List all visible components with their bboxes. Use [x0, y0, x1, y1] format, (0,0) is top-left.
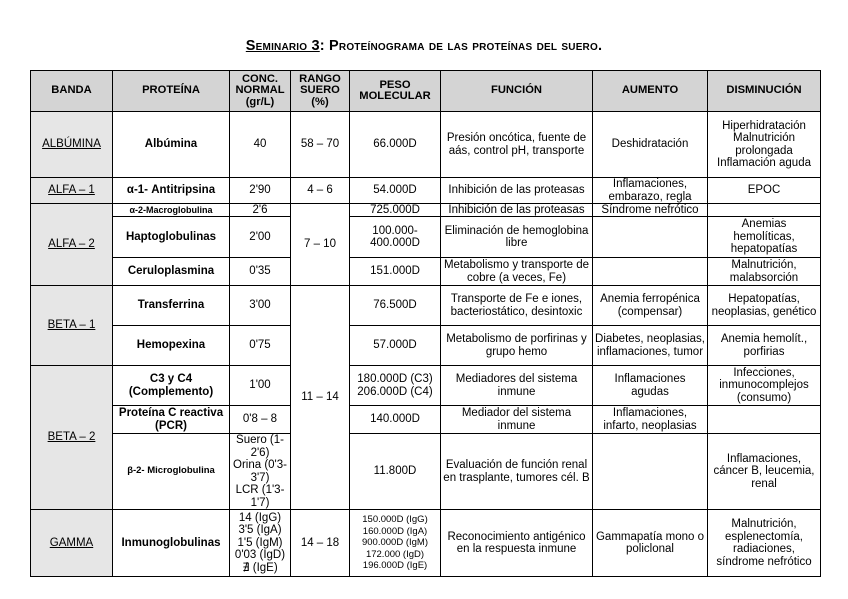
conc-value: 2'90 [230, 178, 291, 204]
protein-name: Haptoglobulinas [113, 217, 230, 258]
aumento-text [593, 434, 708, 510]
protein-name: Ceruloplasmina [113, 258, 230, 286]
rango-value: 4 – 6 [291, 178, 350, 204]
disminucion-text: Hiperhidratación Malnutrición prolongada Inflamación aguda [708, 112, 821, 178]
aumento-text: Inflamaciones, infarto, neoplasias [593, 406, 708, 434]
conc-value: 2'6 [230, 204, 291, 217]
aumento-text: Síndrome nefrótico [593, 204, 708, 217]
conc-igd: 0'03 (IgD) [234, 549, 286, 562]
funcion-text: Evaluación de función renal en trasplante, tumores cél. B [441, 434, 593, 510]
peso-igg: 150.000D (IgG) [362, 514, 428, 526]
conc-value: 3'00 [230, 286, 291, 326]
protein-name: Hemopexina [113, 326, 230, 366]
band-albumina: ALBÚMINA [31, 112, 113, 178]
conc-value: 0'35 [230, 258, 291, 286]
conc-ige: ∄ (IgE) [242, 561, 278, 574]
rango-value: 14 – 18 [291, 510, 350, 577]
conc-value: 2'00 [230, 217, 291, 258]
conc-orina: Orina (0'3-3'7) [233, 459, 287, 484]
table-row [31, 204, 821, 217]
funcion-text: Inhibición de las proteasas [441, 204, 593, 217]
disminucion-text [708, 204, 821, 217]
protein-name: α-1- Antitripsina [113, 178, 230, 204]
protein-name: Transferrina [113, 286, 230, 326]
funcion-text: Inhibición de las proteasas [441, 178, 593, 204]
peso-value [350, 510, 441, 577]
disminucion-text: Malnutrición, malabsorción [708, 258, 821, 286]
header-rango: RANGO SUERO (%) [291, 71, 350, 112]
band-beta1: BETA – 1 [31, 286, 113, 366]
peso-value: 725.000D [350, 204, 441, 217]
conc-value: 1'00 [230, 366, 291, 406]
protein-name: Inmunoglobulinas [113, 510, 230, 577]
header-row [31, 71, 821, 112]
header-proteina: PROTEÍNA [113, 71, 230, 112]
funcion-text: Metabolismo de porfirinas y grupo hemo [441, 326, 593, 366]
table-row [31, 510, 821, 577]
disminucion-text [708, 406, 821, 434]
table-row [31, 366, 821, 406]
header-peso: PESO MOLECULAR [350, 71, 441, 112]
protein-name: β-2- Microglobulina [113, 434, 230, 510]
conc-suero: Suero (1-2'6) [236, 434, 284, 459]
title-seminar: Seminario 3 [245, 38, 320, 54]
disminucion-text: Infecciones, inmunocomplejos (consumo) [708, 366, 821, 406]
aumento-text: Gammapatía mono o policlonal [593, 510, 708, 577]
peso-value: 66.000D [350, 112, 441, 178]
funcion-text: Mediador del sistema inmune [441, 406, 593, 434]
conc-value [230, 434, 291, 510]
table-row [31, 178, 821, 204]
protein-name: Albúmina [113, 112, 230, 178]
conc-igg: 14 (IgG) [238, 511, 282, 524]
title-text: : Proteínograma de las proteínas del suero. [319, 38, 603, 54]
table-row [31, 286, 821, 326]
protein-name: C3 y C4 (Complemento) [113, 366, 230, 406]
peso-value: 54.000D [350, 178, 441, 204]
table-row [31, 112, 821, 178]
peso-value: 151.000D [350, 258, 441, 286]
conc-value [230, 510, 291, 577]
header-conc: CONC. NORMAL (gr/L) [230, 71, 291, 112]
peso-value: 11.800D [350, 434, 441, 510]
rango-value: 11 – 14 [291, 286, 350, 510]
aumento-text: Inflamaciones, embarazo, regla [593, 178, 708, 204]
funcion-text: Presión oncótica, fuente de aás, control pH, transporte [441, 112, 593, 178]
peso-ige: 196.000D (IgE) [362, 560, 428, 572]
conc-value: 40 [230, 112, 291, 178]
disminucion-text: EPOC [708, 178, 821, 204]
peso-igd: 172.000 (IgD) [365, 548, 425, 560]
disminucion-text: Inflamaciones, cáncer B, leucemia, renal [708, 434, 821, 510]
peso-value: 180.000D (C3) 206.000D (C4) [350, 366, 441, 406]
funcion-text: Reconocimiento antigénico en la respuesta inmune [441, 510, 593, 577]
table-row [31, 217, 821, 258]
conc-iga: 3'5 (IgA) [238, 524, 282, 537]
proteinogram-table [30, 70, 821, 577]
conc-value: 0'8 – 8 [230, 406, 291, 434]
funcion-text: Metabolismo y transporte de cobre (a veces, Fe) [441, 258, 593, 286]
band-beta2: BETA – 2 [31, 366, 113, 510]
aumento-text: Inflamaciones agudas [593, 366, 708, 406]
peso-value: 100.000-400.000D [350, 217, 441, 258]
header-disminucion: DISMINUCIÓN [708, 71, 821, 112]
band-gamma: GAMMA [31, 510, 113, 577]
peso-value: 57.000D [350, 326, 441, 366]
aumento-text: Anemia ferropénica (compensar) [593, 286, 708, 326]
funcion-text: Eliminación de hemoglobina libre [441, 217, 593, 258]
table-row [31, 406, 821, 434]
band-alfa1: ALFA – 1 [31, 178, 113, 204]
rango-value: 58 – 70 [291, 112, 350, 178]
table-row [31, 326, 821, 366]
disminucion-text: Malnutrición, esplenectomía, radiaciones, síndrome nefrótico [708, 510, 821, 577]
band-alfa2: ALFA – 2 [31, 204, 113, 286]
conc-value: 0'75 [230, 326, 291, 366]
disminucion-text: Anemia hemolít., porfirias [708, 326, 821, 366]
rango-value: 7 – 10 [291, 204, 350, 286]
aumento-text [593, 217, 708, 258]
page-title [0, 38, 848, 54]
header-banda: BANDA [31, 71, 113, 112]
peso-igm: 900.000D (IgM) [361, 537, 428, 549]
disminucion-text: Anemias hemolíticas, hepatopatías [708, 217, 821, 258]
funcion-text: Mediadores del sistema inmune [441, 366, 593, 406]
funcion-text: Transporte de Fe e iones, bacteriostático, desintoxic [441, 286, 593, 326]
conc-lcr: LCR (1'3-1'7) [235, 484, 285, 509]
peso-value: 76.500D [350, 286, 441, 326]
protein-name: Proteína C reactiva (PCR) [113, 406, 230, 434]
aumento-text: Deshidratación [593, 112, 708, 178]
table-row [31, 434, 821, 510]
peso-value: 140.000D [350, 406, 441, 434]
protein-name: α-2-Macroglobulina [113, 204, 230, 217]
aumento-text [593, 258, 708, 286]
conc-igm: 1'5 (IgM) [237, 536, 283, 549]
header-funcion: FUNCIÓN [441, 71, 593, 112]
header-aumento: AUMENTO [593, 71, 708, 112]
disminucion-text: Hepatopatías, neoplasias, genético [708, 286, 821, 326]
aumento-text: Diabetes, neoplasias, inflamaciones, tumor [593, 326, 708, 366]
peso-iga: 160.000D (IgA) [362, 525, 428, 537]
table-row [31, 258, 821, 286]
